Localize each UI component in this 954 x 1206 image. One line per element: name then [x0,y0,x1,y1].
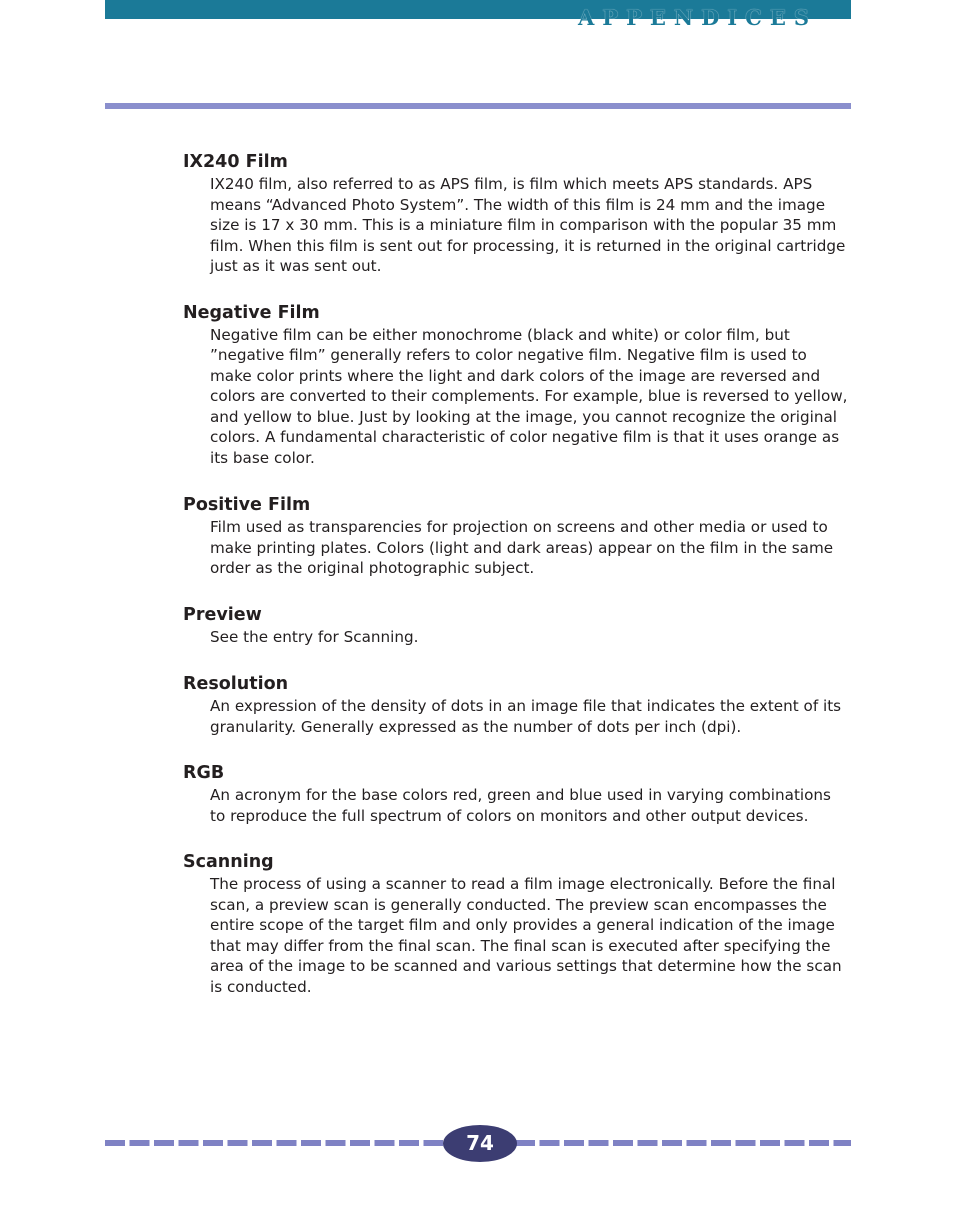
term-positive-film: Positive Film [183,495,311,515]
glossary-entry-positive-film [183,493,851,579]
term-ix240-film: IX240 Film [183,152,288,172]
definition-positive-film: Film used as transparencies for projection on screens and other media or used to make printing plates. Colors (light and dark areas) appear on the film in the same order as the original photographic subject. [210,518,834,577]
definition-ix240-film: IX240 film, also referred to as APS film, is film which meets APS standards. APS means “Advanced Photo System”. The width of this film is 24 mm and the image size is 17 x 30 mm. This is a miniature film in comparison with the popular 35 mm film. When this film is sent out for processing, it is returned in the original cartridge just as it was sent out. [210,175,846,275]
glossary-entry-rgb [183,761,851,826]
glossary-entry-scanning [183,850,851,997]
header-rule [105,103,851,109]
definition-preview: See the entry for Scanning. [210,627,419,646]
glossary-entry-resolution [183,672,851,737]
term-rgb: RGB [183,763,225,783]
definition-negative-film: Negative film can be either monochrome (black and white) or color film, but ”negative film” generally refers to color negative film. Negative film is used to make color prints where the light and dark colors of the image are reversed and colors are converted to their complements. For example, blue is reversed to yellow, and yellow to blue. Just by looking at the image, you cannot recognize the original colors. A fundamental characteristic of color negative film is that it uses orange as its base color. [210,325,848,467]
glossary-entry-ix240-film [183,150,851,277]
section-title: APPENDICES [578,5,817,30]
page-number: 74 [443,1125,517,1162]
glossary-entry-negative-film [183,301,851,469]
definition-resolution: An expression of the density of dots in an image file that indicates the extent of its granularity. Generally expressed as the number of dots per inch (dpi). [210,697,842,736]
term-negative-film: Negative Film [183,302,320,323]
term-preview: Preview [183,604,262,625]
glossary-entry-preview [183,603,851,648]
definition-rgb: An acronym for the base colors red, green and blue used in varying combinations to reproduce the full spectrum of colors on monitors and other output devices. [210,786,831,825]
glossary [183,150,851,997]
footer-dashes-right [515,1140,851,1146]
footer-dashes-left [105,1140,443,1146]
term-scanning: Scanning [183,852,274,872]
definition-scanning: The process of using a scanner to read a film image electronically. Before the final scan, a preview scan is generally conducted. The preview scan encompasses the entire scope of the target film and only provides a general indication of the image that may differ from the final scan. The final scan is executed after specifying the area of the image to be scanned and various settings that determine how the scan is conducted. [210,875,842,996]
term-resolution: Resolution [183,674,289,694]
